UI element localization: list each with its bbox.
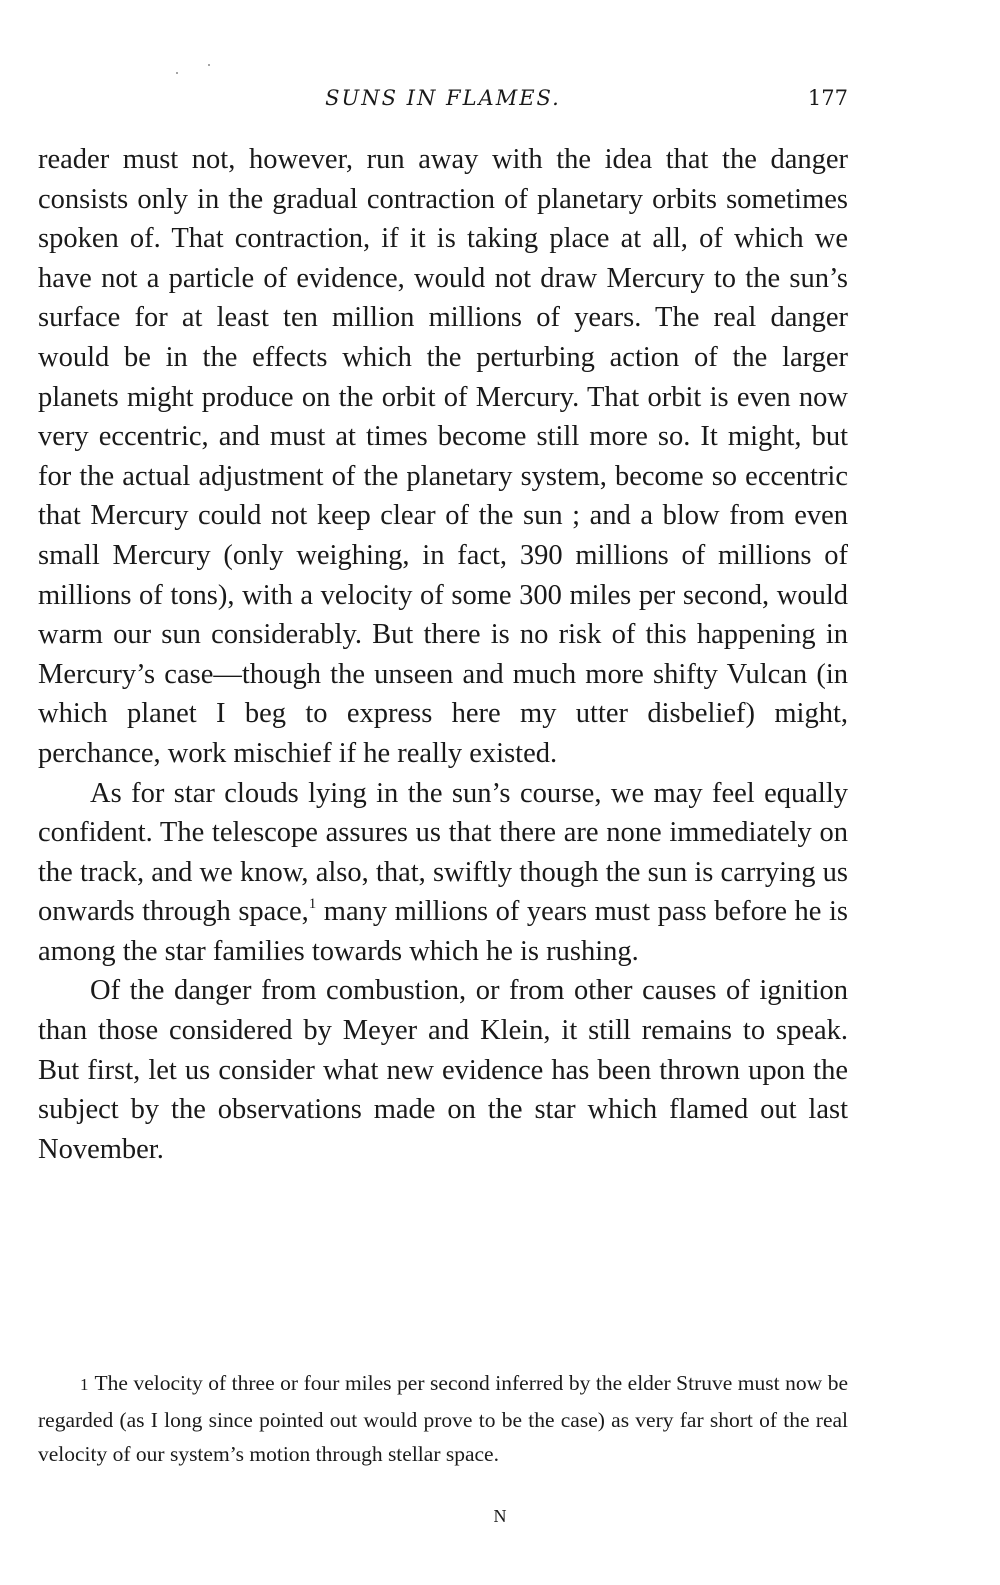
paper-speck — [208, 64, 210, 66]
footnote — [38, 1366, 848, 1472]
page-number: 177 — [807, 86, 848, 110]
paragraph-2-text-before: As for star clouds lying in the sun’s course, we may feel equally confident. The telescope assures us that there are none immediately on the track, and we know, also, that, swiftly though the sun is carrying us onwards through space, — [38, 777, 848, 928]
paragraph-2 — [38, 774, 848, 972]
running-title: SUNS IN FLAMES. — [325, 86, 561, 110]
paragraph-2-text-after: many millions of years must pass before he is among the star families towards which he is rushing. — [38, 896, 848, 967]
paragraph-3: Of the danger from combustion, or from other causes of ignition than those considered by Meyer and Klein, it still remains to speak. But first, let us consider what new evidence has been thrown upon the subject by the observations made on the star which flamed out last November. — [38, 975, 848, 1165]
paper-speck — [176, 72, 178, 74]
page-header — [38, 86, 848, 122]
footnote-reference: 1 — [308, 896, 317, 913]
paragraph-1: reader must not, however, run away with the idea that the danger consists only in the gradual contraction of planetary orbits sometimes spoken of. That contraction, if it is taking place at all, of which we have not a particle of evidence, would not draw Mercury to the sun’s surface for at least ten million millions of years. The real danger would be in the effects which the perturbing action of the larger planets might produce on the orbit of Mercury. That orbit is even now very eccentric, and must at times become still more so. It might, but for the actual adjustment of the planetary system, become so eccentric that Mercury could not keep clear of the sun ; and a blow from even small Mercury (only weighing, in fact, 390 millions of millions of millions of tons), with a velocity of some 300 miles per second, would warm our sun considerably. But there is no risk of this happening in Mercury’s case—though the unseen and much more shifty Vulcan (in which planet I beg to express here my utter disbelief) might, perchance, work mischief if he really existed. — [38, 144, 848, 769]
footnote-text: The velocity of three or four miles per second inferred by the elder Struve must now be regarded (as I long since pointed out would prove to be the case) as very far short of the real velocity of our system’s motion through stellar space. — [38, 1371, 848, 1466]
signature-mark: N — [493, 1506, 507, 1526]
footnote-marker: 1 — [80, 1375, 89, 1394]
body-text — [38, 140, 848, 1169]
